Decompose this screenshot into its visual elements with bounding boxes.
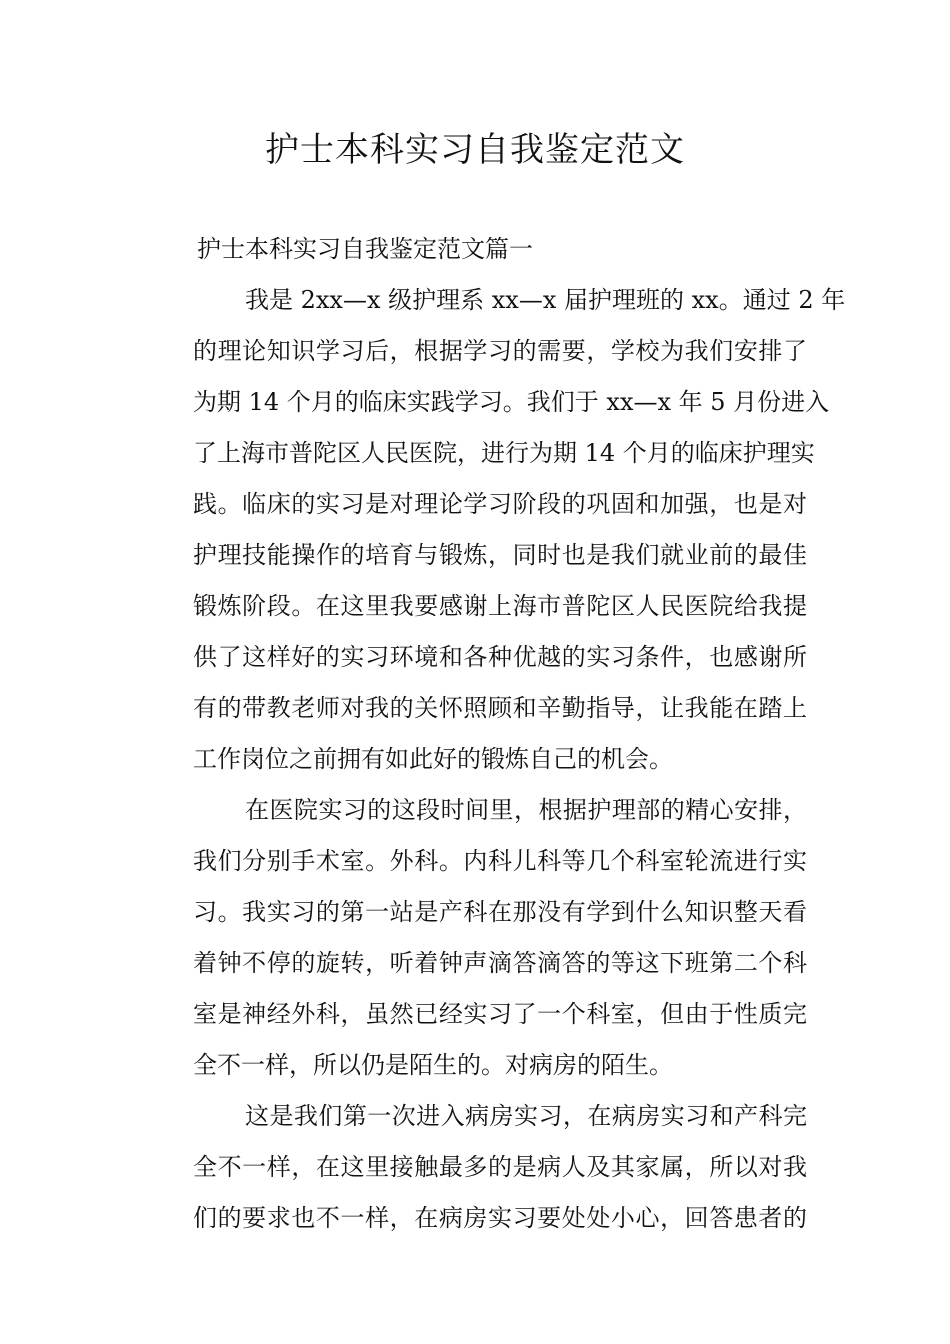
document-title: 护士本科实习自我鉴定范文: [265, 130, 685, 170]
document-body: [145, 224, 846, 1244]
text-line: 室是神经外科，虽然已经实习了一个科室，但由于性质完: [193, 1000, 807, 1028]
text-line: 践。临床的实习是对理论学习阶段的巩固和加强，也是对: [193, 490, 807, 518]
text-line: 全不一样，所以仍是陌生的。对病房的陌生。: [193, 1051, 673, 1079]
text-line: 这是我们第一次进入病房实习，在病房实习和产科完: [245, 1102, 807, 1130]
text-line: 着钟不停的旋转，听着钟声滴答滴答的等这下班第二个科: [193, 949, 807, 977]
text-line: 有的带教老师对我的关怀照顾和辛勤指导，让我能在踏上: [193, 694, 807, 722]
paragraph-1: [145, 275, 846, 785]
text-line: 我们分别手术室。外科。内科儿科等几个科室轮流进行实: [193, 847, 807, 875]
text-line: 习。我实习的第一站是产科在那没有学到什么知识整天看: [193, 898, 807, 926]
text-line: 我是 2xx—x 级护理系 xx—x 届护理班的 xx。通过 2 年: [245, 286, 846, 314]
paragraph-2: [145, 785, 807, 1091]
text-line: 了上海市普陀区人民医院，进行为期 14 个月的临床护理实: [193, 439, 815, 467]
text-line: 工作岗位之前拥有如此好的锻炼自己的机会。: [193, 745, 673, 773]
text-line: 全不一样，在这里接触最多的是病人及其家属，所以对我: [193, 1153, 807, 1181]
text-line: 为期 14 个月的临床实践学习。我们于 xx—x 年 5 月份进入: [193, 388, 830, 416]
text-line: 在医院实习的这段时间里，根据护理部的精心安排，: [245, 796, 807, 824]
text-line: 供了这样好的实习环境和各种优越的实习条件，也感谢所: [193, 643, 807, 671]
text-line: 的理论知识学习后，根据学习的需要，学校为我们安排了: [193, 337, 807, 365]
paragraph-3: [145, 1091, 807, 1244]
text-line: 护理技能操作的培育与锻炼，同时也是我们就业前的最佳: [193, 541, 807, 569]
text-line: 锻炼阶段。在这里我要感谢上海市普陀区人民医院给我提: [193, 592, 807, 620]
text-line: 们的要求也不一样，在病房实习要处处小心，回答患者的: [193, 1204, 807, 1232]
section-heading: 护士本科实习自我鉴定范文篇一: [197, 235, 533, 263]
